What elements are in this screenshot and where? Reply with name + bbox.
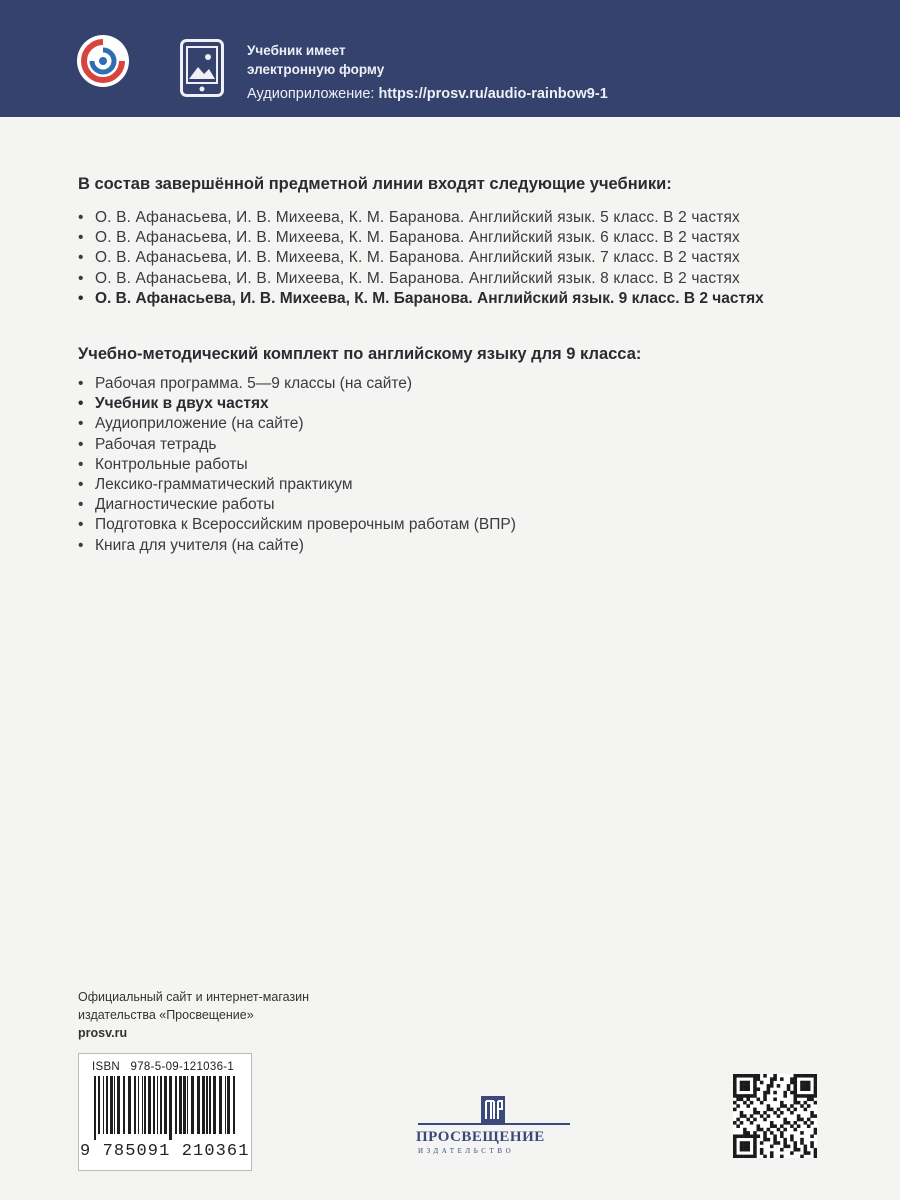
list-item: • Подготовка к Всероссийским проверочным работам (ВПР) bbox=[78, 516, 516, 534]
audio-label: Аудиоприложение: bbox=[247, 86, 379, 102]
ebook-notice bbox=[247, 41, 384, 79]
barcode-icon bbox=[92, 1076, 242, 1140]
site-link[interactable]: prosv.ru bbox=[78, 1026, 128, 1040]
official-line-2: издательства «Просвещение» bbox=[78, 1008, 254, 1022]
list-item: • Книга для учителя (на сайте) bbox=[78, 536, 304, 554]
kit-section-title: Учебно-методический комплект по английскому языку для 9 класса: bbox=[78, 345, 642, 363]
list-item-current: • О. В. Афанасьева, И. В. Михеева, К. М. Баранова. Английский язык. 9 класс. В 2 частях bbox=[78, 289, 764, 307]
prosv-disc-logo-icon bbox=[76, 34, 130, 88]
list-item-current: • Учебник в двух частях bbox=[78, 395, 269, 413]
publisher-name: ПРОСВЕЩЕНИЕ bbox=[416, 1129, 545, 1145]
list-item: • Аудиоприложение (на сайте) bbox=[78, 415, 304, 433]
qr-code-icon[interactable] bbox=[733, 1074, 817, 1158]
list-item: • О. В. Афанасьева, И. В. Михеева, К. М. Баранова. Английский язык. 5 класс. В 2 частях bbox=[78, 209, 740, 226]
list-item: • О. В. Афанасьева, И. В. Михеева, К. М. Баранова. Английский язык. 6 класс. В 2 частях bbox=[78, 229, 740, 247]
audio-app-line bbox=[247, 86, 608, 102]
list-item: • Рабочая тетрадь bbox=[78, 435, 217, 453]
list-item: • О. В. Афанасьева, И. В. Михеева, К. М. Баранова. Английский язык. 7 класс. В 2 частях bbox=[78, 249, 740, 267]
isbn-number: ISBN 978-5-09-121036-1 bbox=[92, 1061, 235, 1073]
list-item: • Диагностические работы bbox=[78, 496, 275, 514]
line-textbook-list bbox=[78, 208, 764, 309]
barcode-digits: 9 785091 210361 bbox=[80, 1142, 250, 1161]
official-site-note bbox=[78, 988, 309, 1042]
publisher-subtitle: ИЗДАТЕЛЬСТВО bbox=[418, 1147, 515, 1155]
ebook-line-2: электронную форму bbox=[247, 62, 385, 77]
audio-url-link[interactable]: https://prosv.ru/audio-rainbow9-1 bbox=[378, 86, 608, 102]
line-section-title: В состав завершённой предметной линии входят следующие учебники: bbox=[78, 175, 672, 193]
electronic-textbook-icon bbox=[180, 39, 224, 97]
kit-list bbox=[78, 374, 516, 556]
list-item: • О. В. Афанасьева, И. В. Михеева, К. М. Баранова. Английский язык. 8 класс. В 2 частях bbox=[78, 269, 740, 287]
list-item: • Лексико-грамматический практикум bbox=[78, 475, 353, 493]
official-line-1: Официальный сайт и интернет-магазин bbox=[78, 990, 310, 1004]
ebook-line-1: Учебник имеет bbox=[247, 43, 346, 58]
list-item: • Рабочая программа. 5—9 классы (на сайте) bbox=[78, 375, 413, 392]
header-band bbox=[0, 0, 900, 117]
list-item: • Контрольные работы bbox=[78, 455, 248, 473]
